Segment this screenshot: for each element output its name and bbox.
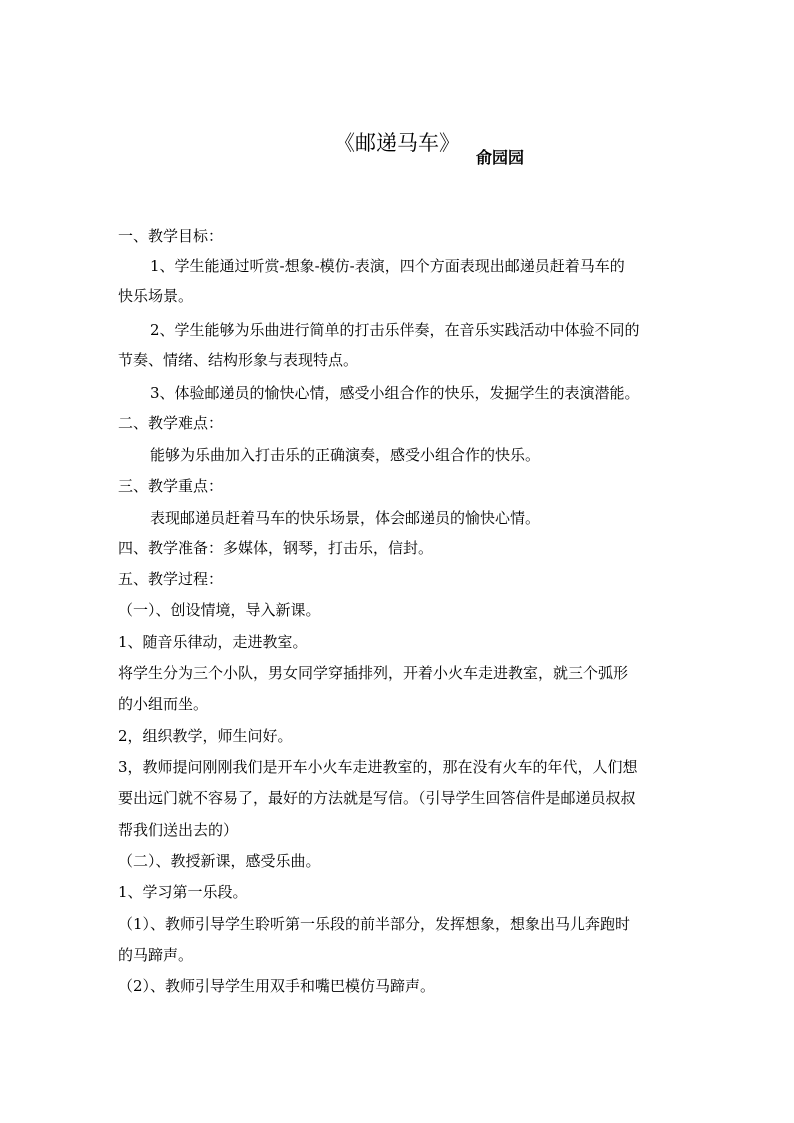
paragraph-line: 节奏、情绪、结构形象与表现特点。 (118, 351, 359, 369)
paragraph-line: 快乐场景。 (118, 287, 194, 305)
paragraph-line: 的马蹄声。 (118, 946, 194, 964)
paragraph-line: 表现邮递员赶着马车的快乐场景，体会邮递员的愉快心情。 (150, 509, 541, 527)
paragraph-line: （1）、教师引导学生聆听第一乐段的前半部分，发挥想象，想象出马儿奔跑时 (118, 915, 631, 933)
paragraph-line: 1、学生能通过听赏-想象-模仿-表演，四个方面表现出邮递员赶着马车的 (150, 257, 625, 275)
paragraph-line: 将学生分为三个小队，男女同学穿插排列，开着小火车走进教室，就三个弧形 (118, 664, 629, 682)
paragraph-line: 2，组织教学，师生问好。 (118, 727, 293, 745)
section-heading-key-points: 三、教学重点： (118, 477, 224, 495)
paragraph-line: （2）、教师引导学生用双手和嘴巴模仿马蹄声。 (118, 977, 436, 995)
paragraph-line: 要出远门就不容易了，最好的方法就是写信。（引导学生回答信件是邮递员叔叔 (118, 789, 636, 807)
section-heading-process: 五、教学过程： (118, 570, 224, 588)
subsection-heading: （一）、创设情境，导入新课。 (118, 601, 321, 619)
paragraph-line: 能够为乐曲加入打击乐的正确演奏，感受小组合作的快乐。 (150, 446, 541, 464)
paragraph-line: 2、学生能够为乐曲进行简单的打击乐伴奏，在音乐实践活动中体验不同的 (150, 321, 640, 339)
paragraph-line: 1、学习第一乐段。 (118, 883, 248, 901)
section-heading-preparation: 四、教学准备：多媒体，钢琴，打击乐，信封。 (118, 539, 434, 557)
paragraph-line: 的小组而坐。 (118, 695, 209, 713)
paragraph-line: 帮我们送出去的） (118, 821, 239, 839)
paragraph-line: 3，教师提问刚刚我们是开车小火车走进教室的，那在没有火车的年代，人们想 (118, 758, 638, 776)
section-heading-difficulty: 二、教学难点： (118, 414, 224, 432)
subsection-heading: （二）、教授新课，感受乐曲。 (118, 852, 321, 870)
section-heading-objectives: 一、教学目标： (118, 227, 224, 245)
paragraph-line: 3、体验邮递员的愉快心情，感受小组合作的快乐，发掘学生的表演潜能。 (150, 384, 640, 402)
document-title: 《邮递马车》 (334, 131, 460, 155)
document-author: 俞园园 (476, 148, 525, 167)
paragraph-line: 1、随音乐律动，走进教室。 (118, 633, 308, 651)
